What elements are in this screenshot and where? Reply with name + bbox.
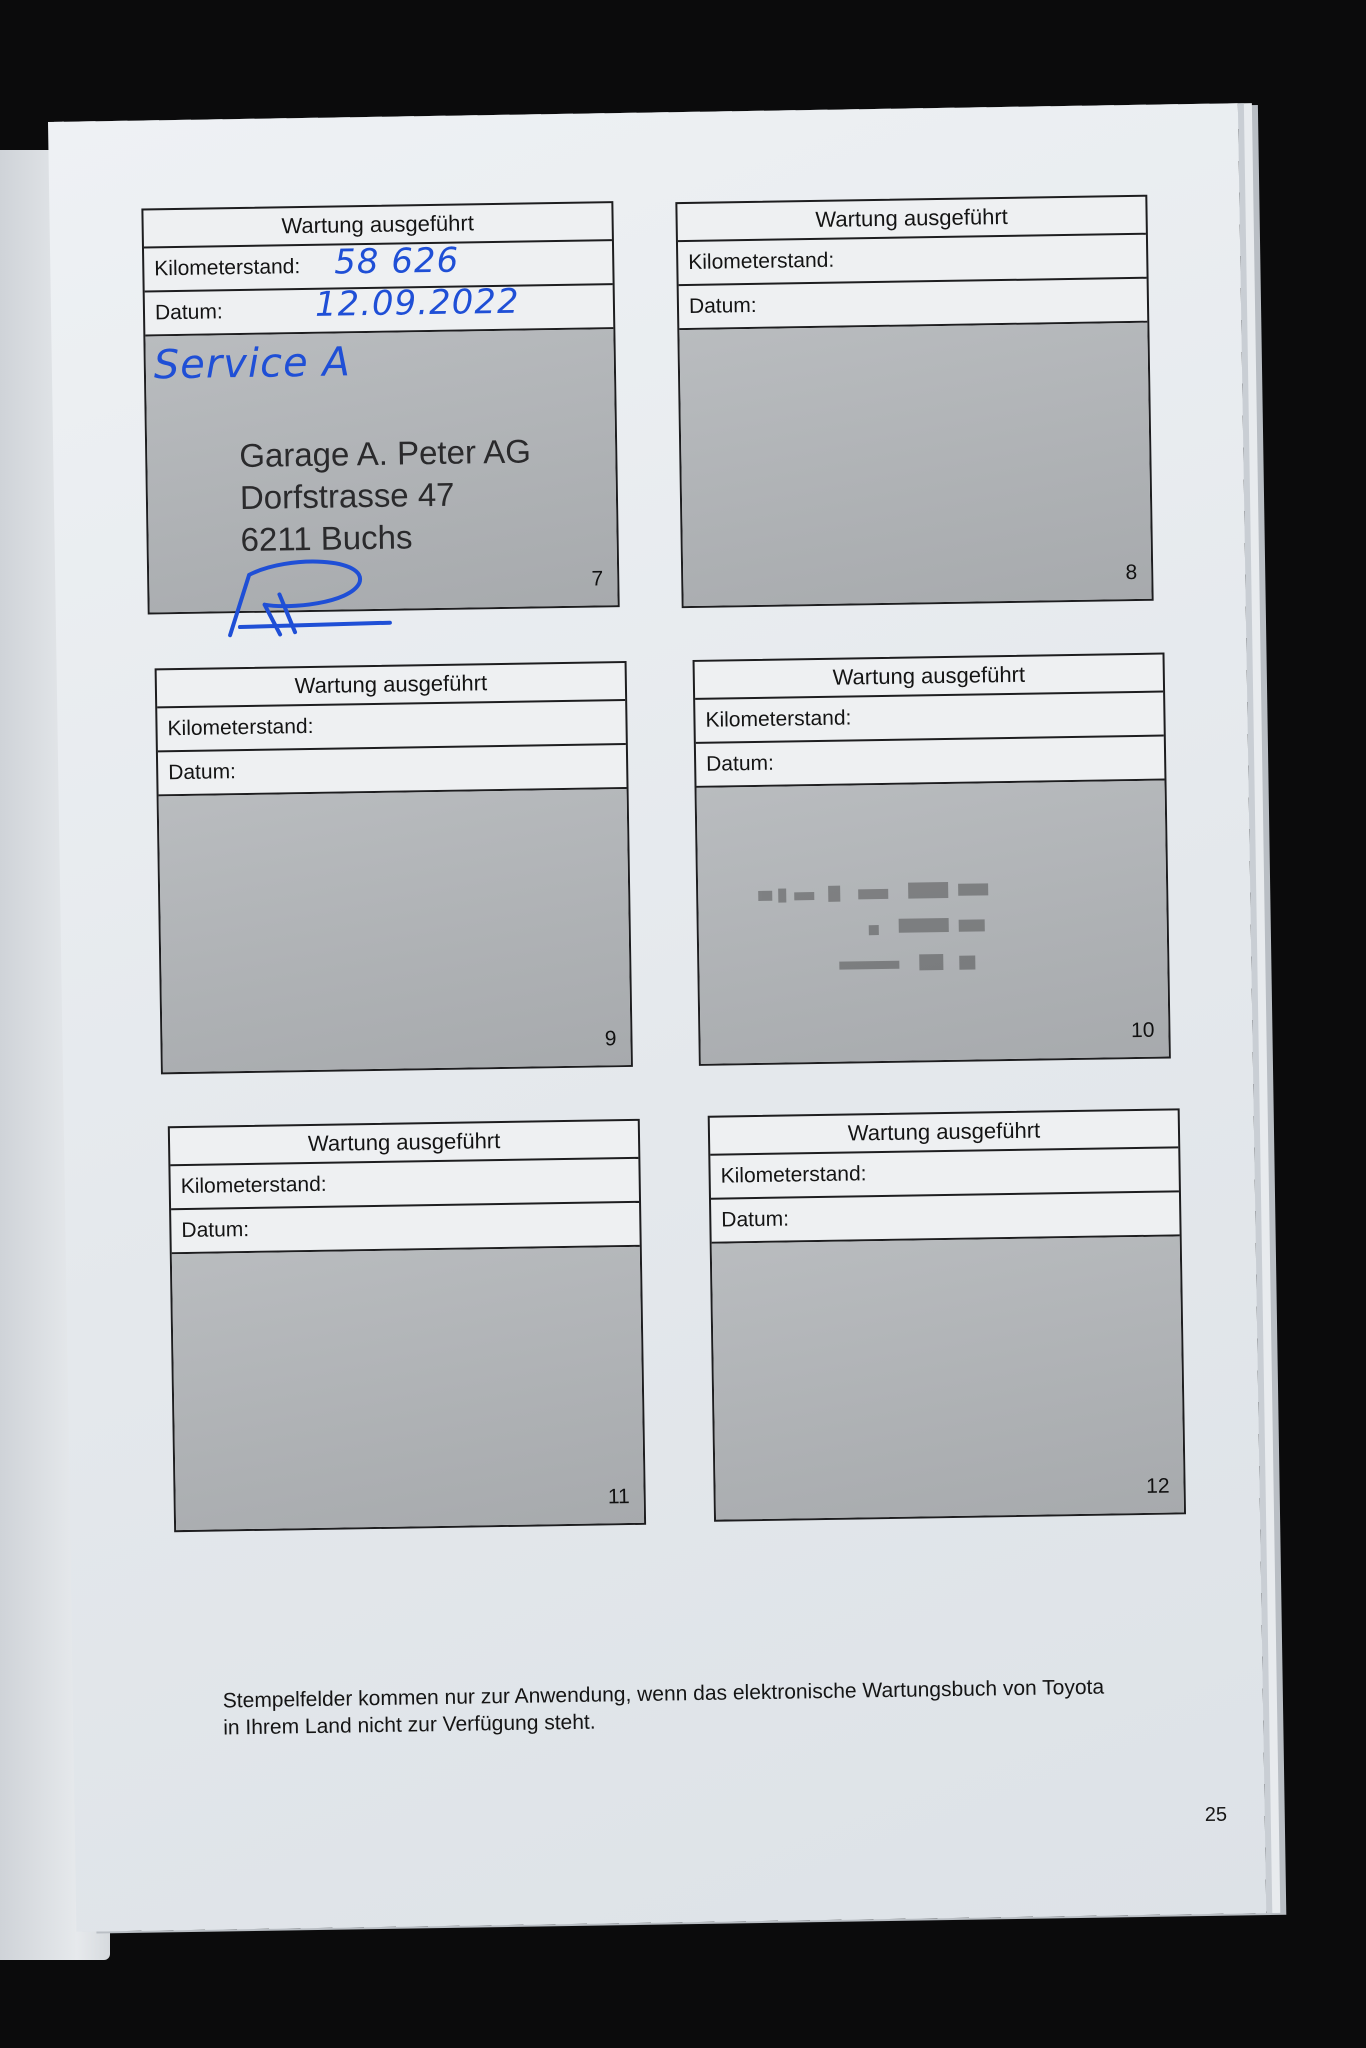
date-label: Datum: — [705, 751, 775, 776]
km-label: Kilometerstand: — [180, 1172, 327, 1199]
box-number: 9 — [604, 1027, 617, 1051]
box-number: 8 — [1125, 560, 1138, 585]
stamp-line-city: 6211 Buchs — [240, 518, 413, 559]
km-label: Kilometerstand: — [154, 255, 301, 281]
km-label: Kilometerstand: — [705, 706, 852, 732]
box-number: 11 — [607, 1485, 630, 1509]
stamp-area — [159, 789, 631, 1072]
date-row — [711, 1192, 1180, 1243]
service-box-11 — [168, 1119, 646, 1532]
page-number: 25 — [1204, 1803, 1228, 1827]
km-row — [678, 235, 1147, 286]
box-header: Wartung ausgeführt — [677, 197, 1146, 242]
service-box-8 — [675, 195, 1153, 608]
box-number: 12 — [1146, 1474, 1170, 1498]
date-value-handwritten: 12.09.2022 — [314, 281, 520, 325]
km-label: Kilometerstand: — [167, 714, 314, 741]
date-label: Datum: — [168, 760, 237, 785]
box-header: Wartung ausgeführt — [710, 1110, 1179, 1155]
km-row — [695, 693, 1164, 744]
date-label: Datum: — [154, 300, 223, 325]
box-number: 7 — [591, 567, 604, 591]
km-label: Kilometerstand: — [688, 248, 835, 274]
date-label: Datum: — [721, 1207, 790, 1232]
box-header: Wartung ausgeführt — [695, 655, 1164, 700]
km-label: Kilometerstand: — [720, 1162, 867, 1188]
stamp-area — [712, 1236, 1184, 1519]
date-row — [145, 281, 614, 336]
date-label: Datum: — [181, 1217, 250, 1243]
signature-icon — [219, 552, 410, 645]
km-row — [170, 1159, 639, 1210]
stamp-line-name: Garage A. Peter AG — [238, 432, 532, 475]
date-label: Datum: — [688, 293, 757, 318]
date-row — [171, 1203, 640, 1254]
date-row — [679, 279, 1148, 330]
date-row — [158, 745, 627, 796]
km-row — [157, 701, 626, 752]
box-header: Wartung ausgeführt — [143, 203, 612, 248]
km-value-handwritten: 58 626 — [333, 240, 460, 283]
service-box-12 — [708, 1108, 1186, 1521]
service-box-10 — [693, 653, 1171, 1066]
service-box-7 — [141, 201, 619, 614]
garage-stamp — [239, 430, 533, 561]
service-note-handwritten: Service A — [153, 339, 352, 389]
box-number: 10 — [1130, 1018, 1155, 1043]
box-header: Wartung ausgeführt — [157, 663, 626, 708]
stamp-area — [172, 1247, 644, 1530]
stamp-area — [679, 323, 1151, 606]
date-row — [696, 737, 1165, 788]
booklet-page — [48, 103, 1266, 1931]
stamp-area — [697, 781, 1169, 1064]
stamp-area — [145, 329, 617, 612]
box-header: Wartung ausgeführt — [170, 1121, 639, 1166]
km-row — [710, 1148, 1179, 1199]
stamp-line-street: Dorfstrasse 47 — [239, 475, 455, 517]
footnote: Stempelfelder kommen nur zur Anwendung, wenn das elektronische Wartungsbuch von Toyota in Ihrem Land nicht zur Verfügung steht. — [222, 1675, 1105, 1740]
service-box-9 — [155, 661, 633, 1074]
faded-stamp-icon — [748, 872, 1050, 987]
